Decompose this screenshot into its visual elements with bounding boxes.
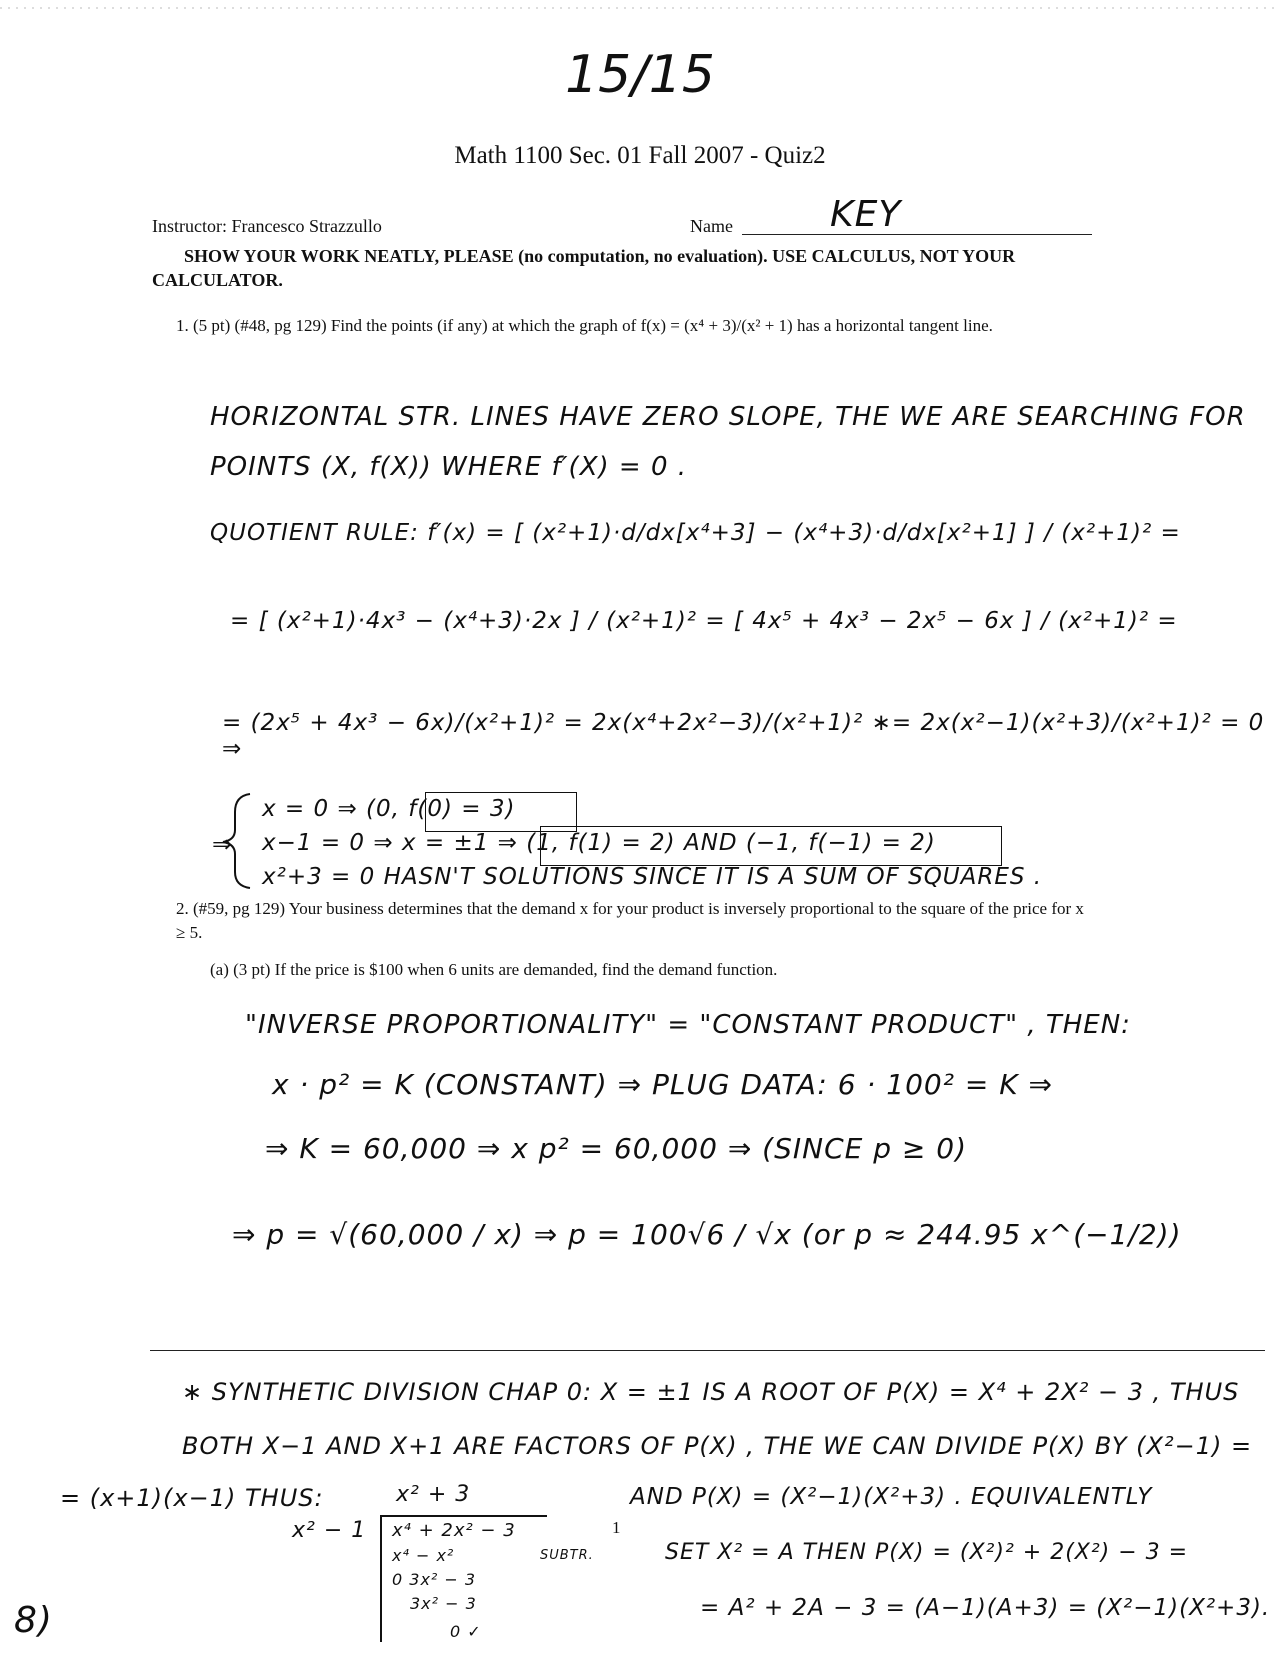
footnote-line: ∗ SYNTHETIC DIVISION CHAP 0: X = ±1 IS A ROOT OF P(X) = X⁴ + 2X² − 3 , THUS [182, 1378, 1240, 1406]
q1-work-line: QUOTIENT RULE: f′(x) = [ (x²+1)·d/dx[x⁴+3] − (x⁴+3)·d/dx[x²+1] ] / (x²+1)² = [210, 520, 1181, 546]
division-quotient: x² + 3 [396, 1482, 471, 1507]
q1-work-line: POINTS (X, f(X)) WHERE f′(X) = 0 . [210, 452, 688, 482]
name-value: KEY [830, 194, 902, 235]
q1-work-line: = (2x⁵ + 4x³ − 6x)/(x²+1)² = 2x(x⁴+2x²−3)/(x²+1)² ∗= 2x(x²−1)(x²+3)/(x²+1)² = 0 ⇒ [222, 710, 1265, 762]
footnote-set-line: SET X² = A THEN P(X) = (X²)² + 2(X²) − 3 = [665, 1540, 1189, 1565]
answer-box [540, 826, 1002, 866]
page-title: Math 1100 Sec. 01 Fall 2007 - Quiz2 [454, 142, 826, 169]
instructor: Instructor: Francesco Strazzullo [152, 216, 382, 236]
name-line [742, 234, 1092, 235]
division-row: x⁴ − x² [392, 1546, 455, 1565]
footnote-line: = (x+1)(x−1) THUS: [60, 1484, 324, 1512]
footnote-divider [150, 1350, 1265, 1351]
division-divisor: x² − 1 [292, 1518, 367, 1543]
q1-solution-line: x−1 = 0 ⇒ x = ±1 ⇒ (1, f(1) = 2) AND (−1, f(−1) = 2) [262, 830, 936, 856]
division-row: 0 3x² − 3 [392, 1570, 477, 1589]
footnote-line: BOTH X−1 AND X+1 ARE FACTORS OF P(X) , THE WE CAN DIVIDE P(X) BY (X²−1) = [182, 1432, 1253, 1460]
question-2: 2. (#59, pg 129) Your business determines that the demand x for your product is inversely proportional to the square of the price for x ≥ 5. [176, 899, 1084, 942]
q2-work-line: ⇒ p = √(60,000 / x) ⇒ p = 100√6 / √x (or p ≈ 244.95 x^(−1/2)) [232, 1218, 1182, 1251]
q1-work-line: HORIZONTAL STR. LINES HAVE ZERO SLOPE, THE WE ARE SEARCHING FOR [210, 402, 1246, 432]
footnote-final-line: = A² + 2A − 3 = (A−1)(A+3) = (X²−1)(X²+3). [700, 1595, 1271, 1621]
q1-solution-line: x = 0 ⇒ (0, f(0) = 3) [262, 796, 516, 822]
division-row: 0 ✓ [450, 1622, 482, 1641]
page-number: 1 [612, 1518, 621, 1537]
q2-work-line: ⇒ K = 60,000 ⇒ x p² = 60,000 ⇒ (SINCE p ≥ 0) [265, 1132, 967, 1165]
q1-solution-line: x²+3 = 0 HASN'T SOLUTIONS SINCE IT IS A SUM OF SQUARES . [262, 864, 1043, 890]
score: 15/15 [565, 45, 715, 105]
implies-arrow: ⇒ [212, 830, 234, 858]
pencil-score: 8) [14, 1600, 53, 1641]
scan-edge-noise [0, 0, 1280, 14]
name-label: Name [690, 216, 733, 236]
division-row: x⁴ + 2x² − 3 [392, 1520, 516, 1541]
q2-work-line: x · p² = K (CONSTANT) ⇒ PLUG DATA: 6 · 100² = K ⇒ [272, 1068, 1053, 1101]
question-1: 1. (5 pt) (#48, pg 129) Find the points (if any) at which the graph of f(x) = (x⁴ + 3)/(x² + 1) has a horizontal tangent line. [176, 316, 993, 335]
footnote-and-line: AND P(X) = (X²−1)(X²+3) . EQUIVALENTLY [630, 1484, 1153, 1510]
notice: SHOW YOUR WORK NEATLY, PLEASE (no computation, no evaluation). USE CALCULUS, NOT YOUR CALCULATOR. [152, 246, 1016, 290]
q1-work-line: = [ (x²+1)·4x³ − (x⁴+3)·2x ] / (x²+1)² = [ 4x⁵ + 4x³ − 2x⁵ − 6x ] / (x²+1)² = [230, 608, 1178, 634]
division-row: 3x² − 3 [410, 1594, 477, 1613]
question-2a: (a) (3 pt) If the price is $100 when 6 units are demanded, find the demand function. [210, 960, 778, 979]
q2-work-line: "INVERSE PROPORTIONALITY" = "CONSTANT PRODUCT" , THEN: [245, 1010, 1131, 1040]
subtr-label: SUBTR. [540, 1548, 594, 1563]
